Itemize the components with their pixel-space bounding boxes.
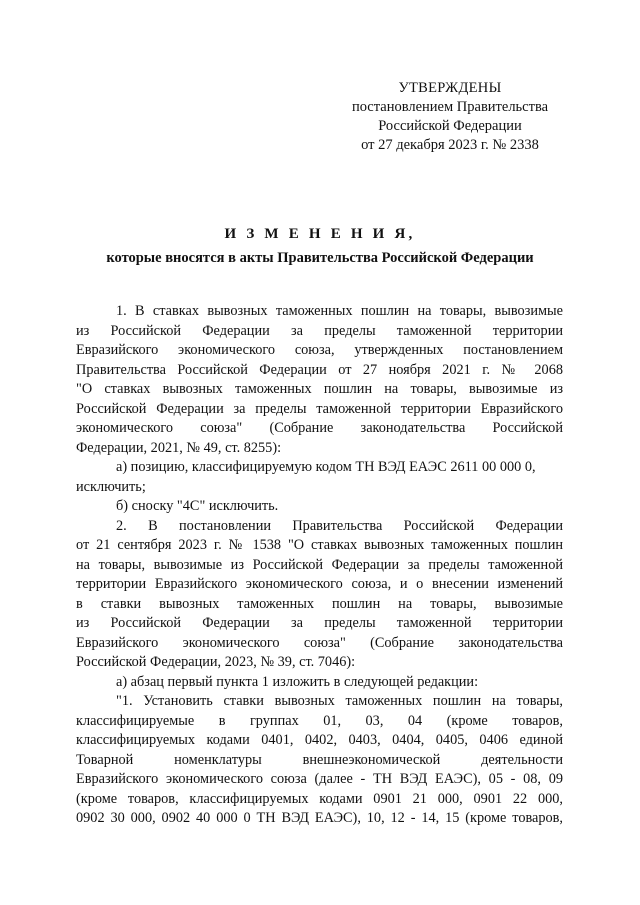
body-line: Евразийского экономического союза (далее - ТН ВЭД ЕАЭС), 05 - 08, 09 <box>76 771 563 787</box>
body-line: классифицируемые в группах 01, 03, 04 (кроме товаров, <box>76 712 563 729</box>
body-line: "1. Установить ставки вывозных таможенных пошлин на товары, <box>116 693 563 709</box>
body-line: Российской Федерации за пределы таможенной территории Евразийского <box>76 400 563 417</box>
body-line: 2. В постановлении Правительства Российской Федерации <box>116 517 563 534</box>
body-line: классифицируемых кодами 0401, 0402, 0403, 0404, 0405, 0406 единой <box>76 732 563 748</box>
body-line: из Российской Федерации за пределы таможенной территории <box>76 322 563 339</box>
body-line: (кроме товаров, классифицируемых кодами 0901 21 000, 0901 22 000, <box>76 790 563 807</box>
approved-heading: УТВЕРЖДЕНЫ <box>398 80 502 96</box>
body-line: "О ставках вывозных таможенных пошлин на товары, вывозимые из <box>76 381 563 397</box>
body-line: из Российской Федерации за пределы таможенной территории <box>76 615 563 631</box>
body-line: 1. В ставках вывозных таможенных пошлин на товары, вывозимые <box>116 303 563 319</box>
approval-line-1: постановлением Правительства <box>351 99 549 115</box>
body-line: Евразийского экономического союза" (Собрание законодательства <box>76 634 563 651</box>
body-line: б) сноску "4С" исключить. <box>116 498 279 514</box>
body-line: Российской Федерации, 2023, № 39, ст. 7046): <box>76 654 356 670</box>
body-line: исключить; <box>76 478 146 495</box>
document-subtitle: которые вносятся в акты Правительства Российской Федерации <box>106 250 534 266</box>
approval-line-2: Российской Федерации <box>378 118 522 134</box>
body-line: от 21 сентября 2023 г. № 1538 "О ставках вывозных таможенных пошлин <box>76 537 563 553</box>
body-line: а) позицию, классифицируемую кодом ТН ВЭД ЕАЭС 2611 00 000 0, <box>116 459 536 475</box>
body-line: а) абзац первый пункта 1 изложить в следующей редакции: <box>116 673 479 690</box>
body-line: в ставки вывозных таможенных пошлин на товары, вывозимые <box>76 595 563 612</box>
body-line: экономического союза" (Собрание законодательства Российской <box>76 420 563 436</box>
approval-line-3: от 27 декабря 2023 г. № 2338 <box>361 137 539 153</box>
document-title: И З М Е Н Е Н И Я, <box>224 226 416 242</box>
approval-stamp <box>340 79 560 155</box>
body-line: Товарной номенклатуры внешнеэкономической деятельности <box>76 751 563 768</box>
body-line: Евразийского экономического союза, утвержденных постановлением <box>76 342 563 358</box>
body-line: на товары, вывозимые из Российской Федерации за пределы таможенной <box>76 556 563 573</box>
document-body <box>76 302 563 829</box>
body-line: 0902 30 000, 0902 40 000 0 ТН ВЭД ЕАЭС), 10, 12 - 14, 15 (кроме товаров, <box>76 810 563 826</box>
body-line: Федерации, 2021, № 49, ст. 8255): <box>76 439 282 456</box>
body-line: территории Евразийского экономического союза, и о внесении изменений <box>76 576 563 592</box>
body-line: Правительства Российской Федерации от 27 ноября 2021 г. № 2068 <box>76 361 563 378</box>
